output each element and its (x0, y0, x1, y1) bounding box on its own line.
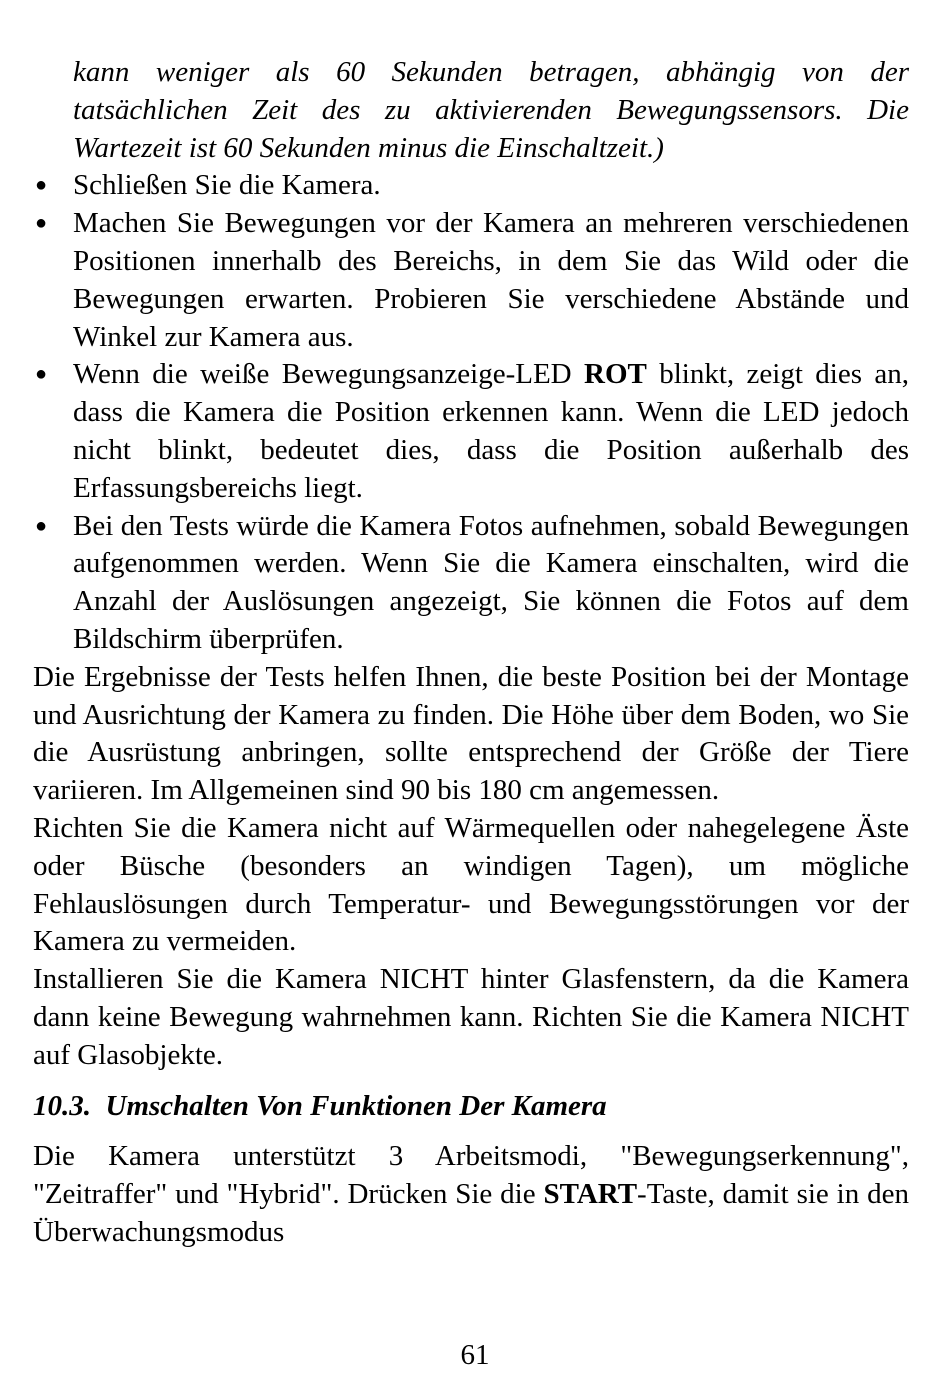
bullet-text-pre: Wenn die weiße Bewegungsanzeige-LED (73, 358, 585, 391)
section-title: Umschalten Von Funktionen Der Kamera (105, 1089, 607, 1122)
paragraph-test-results: Die Ergebnisse der Tests helfen Ihnen, die beste Position bei der Montage und Ausrichtung der Kamera zu finden. Die Höhe über dem Boden, wo Sie die Ausrüstung anbringen, sollte entsprechend der Größe der Tiere variieren. Im Allgemeinen sind 90 bis 180 cm angemessen. (33, 660, 909, 807)
bullet-text: Machen Sie Bewegungen vor der Kamera an mehreren verschiedenen Positionen innerhalb des Bereichs, in dem Sie das Wild oder die Bewegungen erwarten. Probieren Sie verschiedene Abstände und Winkel zur Kamera aus. (73, 207, 909, 353)
modes-text-post: -Taste, damit sie in den Überwachungsmodus (33, 1178, 909, 1248)
modes-text-pre: Die Kamera unterstützt 3 Arbeitsmodi, "Bewegungserkennung", "Zeitraffer" und "Hybrid". Drücken Sie die (33, 1140, 909, 1211)
page-content (33, 54, 909, 1252)
paragraph-modes (33, 1138, 909, 1251)
paragraph-glass: Installieren Sie die Kamera NICHT hinter Glasfenstern, da die Kamera dann keine Bewegung wahrnehmen kann. Richten Sie die Kamera NICHT auf Glasobjekte. (33, 963, 909, 1071)
bullet-icon: ● (35, 363, 48, 386)
page-number: 61 (460, 1339, 490, 1371)
section-number: 10.3. (33, 1089, 91, 1122)
bullet-icon: ● (35, 174, 48, 197)
bullet-item (33, 356, 909, 507)
bullet-text-post: blinkt, zeigt dies an, dass die Kamera die Position erkennen kann. Wenn die LED jedoch nicht blinkt, bedeutet dies, dass die Position außerhalb des Erfassungsbereichs liegt. (73, 358, 909, 504)
bullet-text: Bei den Tests würde die Kamera Fotos aufnehmen, sobald Bewegungen aufgenommen werden. Wenn Sie die Kamera einschalten, wird die Anzahl der Auslösungen angezeigt, Sie können die Fotos auf dem Bildschirm überprüfen. (73, 509, 909, 655)
bullet-icon: ● (35, 514, 48, 537)
bullet-item (33, 167, 909, 205)
bullet-item (33, 205, 909, 356)
section-heading (33, 1088, 909, 1126)
bullet-item (33, 508, 909, 659)
bullet-text: Schließen Sie die Kamera. (73, 169, 381, 202)
paragraph-heat-sources: Richten Sie die Kamera nicht auf Wärmequellen oder nahegelegene Äste oder Büsche (besonders an windigen Tagen), um mögliche Fehlauslösungen durch Temperatur- und Bewegungsstörungen vor der Kamera zu vermeiden. (33, 811, 909, 958)
bullet-text-bold: ROT (584, 358, 647, 391)
modes-text-bold: START (543, 1178, 638, 1211)
bullet-list (33, 167, 909, 658)
intro-italic-text: kann weniger als 60 Sekunden betragen, abhängig von der tatsächlichen Zeit des zu aktivierenden Bewegungssensors. Die Wartezeit ist 60 Sekunden minus die Einschaltzeit.) (73, 56, 909, 164)
bullet-icon: ● (35, 212, 48, 235)
